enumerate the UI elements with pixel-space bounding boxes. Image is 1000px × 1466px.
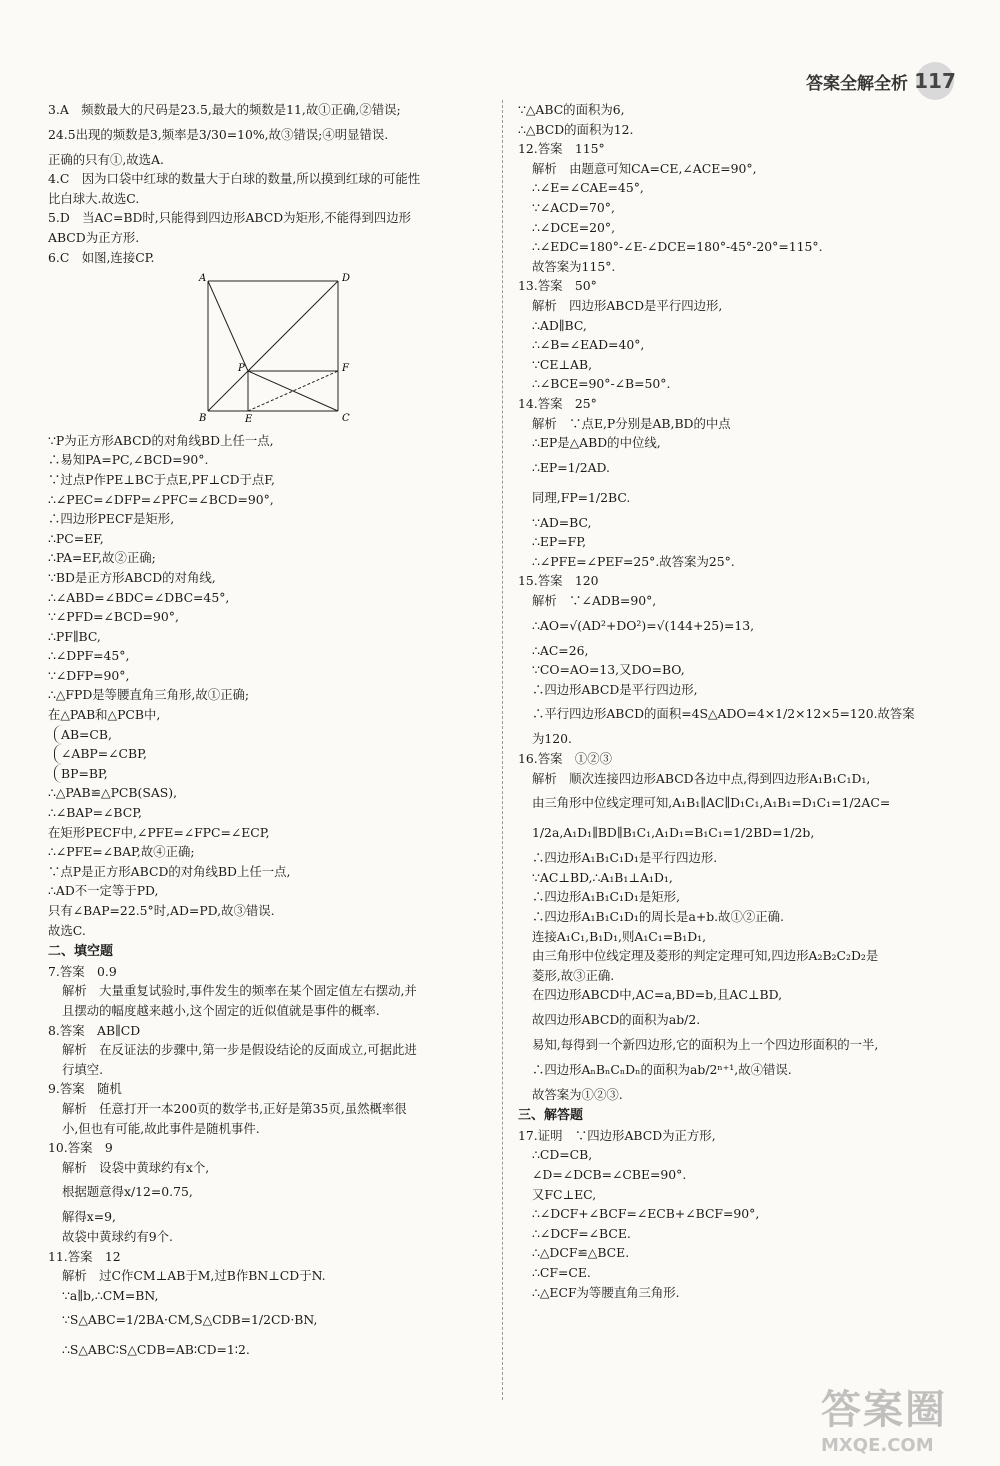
text-line: ∴∠DCF+∠BCF=∠ECB+∠BCF=90°, (532, 1206, 760, 1222)
text-line: 4.C 因为口袋中红球的数量大于白球的数量,所以摸到红球的可能性 (48, 171, 421, 187)
text-line: 故答案为115°. (532, 258, 616, 274)
text-line: 且摆动的幅度越来越小,这个固定的近似值就是事件的概率. (62, 1002, 380, 1018)
text-line: ∴∠B=∠EAD=40°, (532, 337, 645, 353)
left-column (48, 100, 492, 1365)
point-label-a: A (199, 273, 207, 285)
point-label-f: F (342, 363, 349, 375)
text-line: ∴四边形ABCD是平行四边形, (532, 681, 698, 697)
text-line: 3.A 频数最大的尺码是23.5,最大的频数是11,故①正确,②错误; (48, 102, 401, 117)
text-line: ∴△PAB≌△PCB(SAS), (48, 785, 178, 801)
text-line: ∴四边形AₙBₙCₙDₙ的面积为ab/2ⁿ⁺¹,故④错误. (532, 1061, 792, 1077)
text-line: ∵∠PFD=∠BCD=90°, (48, 609, 179, 625)
text-line: ∵△ABC的面积为6, (518, 102, 625, 117)
page-header (806, 62, 954, 100)
text-line: 二、填空题 (48, 944, 114, 960)
text-line: 解析 在反证法的步骤中,第一步是假设结论的反面成立,可据此进 (62, 1042, 417, 1058)
square-diagram (198, 273, 351, 426)
text-line: ∴EP是△ABD的中位线, (532, 435, 661, 451)
text-line: 在四边形ABCD中,AC=a,BD=b,且AC⊥BD, (532, 987, 783, 1003)
text-line: 6.C 如图,连接CP. (48, 249, 155, 265)
text-line: ∴∠DCE=20°, (532, 219, 616, 235)
text-line: 又FC⊥EC, (532, 1186, 597, 1202)
text-line: 解析 ∵∠ADB=90°, (532, 593, 657, 609)
text-line: 根据题意得x/12=0.75, (62, 1184, 193, 1200)
text-line: ∴EP=1/2AD. (532, 459, 610, 475)
text-line: 解析 设袋中黄球约有x个, (62, 1159, 210, 1175)
point-label-p: P (238, 363, 245, 375)
text-line: ∴∠ABD=∠BDC=∠DBC=45°, (48, 589, 230, 605)
right-column (518, 100, 966, 1302)
text-line: 解析 由题意可知CA=CE,∠ACE=90°, (532, 160, 757, 176)
text-line: ∴PF∥BC, (48, 628, 101, 644)
text-line: 故袋中黄球约有9个. (62, 1228, 173, 1244)
text-line: 解析 任意打开一本200页的数学书,正好是第35页,虽然概率很 (62, 1100, 407, 1116)
text-line: ∴∠EDC=180°-∠E-∠DCE=180°-45°-20°=115°. (532, 239, 823, 255)
text-line: ∴AD∥BC, (532, 317, 587, 333)
text-line: AB=CB, (54, 725, 492, 745)
text-line: ∴∠PFE=∠PEF=25°.故答案为25°. (532, 553, 735, 569)
text-line: ∴S△ABC∶S△CDB=AB∶CD=1∶2. (62, 1342, 250, 1358)
text-line: 11.答案 12 (48, 1248, 121, 1264)
segment-pc (248, 371, 338, 411)
text-line: ∴平行四边形ABCD的面积=4S△ADO=4×1/2×12×5=120.故答案 (532, 706, 915, 722)
text-line: ∵a∥b,∴CM=BN, (62, 1287, 159, 1303)
text-line: ∴∠PFE=∠BAP,故④正确; (48, 844, 195, 860)
text-line: ∴AC=26, (532, 642, 589, 658)
text-line: 12.答案 115° (518, 141, 605, 157)
watermark-text: 答案圈 (821, 1387, 947, 1433)
text-line: 由三角形中位线定理及菱形的判定定理可知,四边形A₂B₂C₂D₂是 (532, 948, 879, 964)
text-line: ∴∠E=∠CAE=45°, (532, 180, 644, 196)
text-line: ∴△BCD的面积为12. (518, 121, 634, 137)
point-label-c: C (342, 413, 350, 425)
text-line: ∴△DCF≌△BCE. (532, 1245, 630, 1261)
text-line: 菱形,故③正确. (532, 967, 615, 983)
text-line: ∴AO=√(AD²+DO²)=√(144+25)=13, (532, 617, 755, 633)
text-line: ∴∠PEC=∠DFP=∠PFC=∠BCD=90°, (48, 491, 274, 507)
text-line: ∴∠DPF=45°, (48, 648, 130, 664)
text-line: 15.答案 120 (518, 573, 599, 589)
text-line: ∵AC⊥BD,∴A₁B₁⊥A₁D₁, (532, 869, 673, 885)
text-line: ∴PA=EF,故②正确; (48, 550, 156, 566)
text-line: ∵点P是正方形ABCD的对角线BD上任一点, (48, 863, 291, 879)
point-label-e: E (245, 414, 253, 426)
text-line: 5.D 当AC=BD时,只能得到四边形ABCD为矩形,不能得到四边形 (48, 210, 411, 226)
text-line: 三、解答题 (518, 1108, 584, 1124)
header-title: 答案全解全析 (806, 73, 908, 94)
text-line: ABCD为正方形. (48, 229, 140, 245)
text-line: 10.答案 9 (48, 1140, 113, 1156)
text-line: 9.答案 随机 (48, 1081, 122, 1097)
text-line: ∴CF=CE. (532, 1264, 591, 1280)
text-line: 易知,每得到一个新四边形,它的面积为上一个四边形面积的一半, (532, 1036, 879, 1052)
text-line: ∠ABP=∠CBP, (54, 744, 492, 764)
text-line: 在△PAB和△PCB中, (48, 707, 161, 723)
text-line: 为120. (532, 731, 572, 747)
segment-ap (208, 281, 248, 371)
text-line: ∴∠BAP=∠BCP, (48, 805, 142, 821)
text-line: ∵S△ABC=1/2BA·CM,S△CDB=1/2CD·BN, (62, 1312, 318, 1328)
text-line: ∴易知PA=PC,∠BCD=90°. (48, 452, 209, 468)
text-line: ∵∠ACD=70°, (532, 199, 615, 215)
text-line: 16.答案 ①②③ (518, 751, 613, 767)
text-line: 解析 顺次连接四边形ABCD各边中点,得到四边形A₁B₁C₁D₁, (532, 770, 871, 786)
text-line: 行填空. (62, 1061, 104, 1077)
text-line: 解析 大量重复试验时,事件发生的频率在某个固定值左右摆动,并 (62, 983, 417, 999)
text-line: ∴PC=EF, (48, 530, 104, 546)
text-line: ∴四边形A₁B₁C₁D₁的周长是a+b.故①②正确. (532, 909, 784, 924)
watermark-logo (821, 1378, 986, 1458)
text-line: ∵CE⊥AB, (532, 356, 593, 372)
text-line: 24.5出现的频数是3,频率是3/30=10%,故③错误;④明显错误. (48, 126, 389, 142)
text-line: ∴四边形A₁B₁C₁D₁是矩形, (532, 889, 681, 905)
text-line: ∴∠DCF=∠BCE. (532, 1225, 631, 1241)
text-line: 解析 四边形ABCD是平行四边形, (532, 297, 723, 313)
point-label-b: B (199, 413, 207, 425)
text-line: ∵BD是正方形ABCD的对角线, (48, 569, 216, 585)
text-line: ∴∠BCE=90°-∠B=50°. (532, 376, 671, 392)
text-line: 8.答案 AB∥CD (48, 1022, 141, 1038)
text-line: 在矩形PECF中,∠PFE=∠FPC=∠ECP, (48, 824, 270, 840)
text-line: 正确的只有①,故选A. (48, 151, 164, 167)
text-line: 解析 ∵点E,P分别是AB,BD的中点 (532, 415, 731, 431)
text-line: ∴△ECF为等腰直角三角形. (532, 1284, 680, 1300)
text-line: 1/2a,A₁D₁∥BD∥B₁C₁,A₁D₁=B₁C₁=1/2BD=1/2b, (532, 825, 815, 841)
point-label-d: D (342, 273, 351, 285)
text-line: 解析 过C作CM⊥AB于M,过B作BN⊥CD于N. (62, 1268, 326, 1284)
text-line: ∵过点P作PE⊥BC于点E,PF⊥CD于点F, (48, 471, 275, 487)
text-line: 17.证明 ∵四边形ABCD为正方形, (518, 1127, 716, 1143)
text-line: ∵AD=BC, (532, 514, 592, 530)
text-line: ∠D=∠DCB=∠CBE=90°. (532, 1166, 687, 1182)
text-line: 由三角形中位线定理可知,A₁B₁∥AC∥D₁C₁,A₁B₁=D₁C₁=1/2AC= (532, 795, 891, 811)
text-line: 连接A₁C₁,B₁D₁,则A₁C₁=B₁D₁, (532, 928, 707, 944)
text-line: 故答案为①②③. (532, 1086, 623, 1102)
text-line: ∴AD不一定等于PD, (48, 883, 159, 899)
text-line: ∵∠DFP=90°, (48, 667, 130, 683)
text-line: 只有∠BAP=22.5°时,AD=PD,故③错误. (48, 903, 275, 918)
text-line: 同理,FP=1/2BC. (532, 489, 631, 505)
column-divider (502, 100, 503, 1400)
text-line: ∴△FPD是等腰直角三角形,故①正确; (48, 687, 250, 703)
watermark-url: MXQE.COM (821, 1435, 934, 1456)
text-line: BP=BP, (54, 764, 492, 784)
text-line: ∴EP=FP, (532, 534, 587, 550)
page-number: 117 (916, 62, 954, 100)
text-line: 故四边形ABCD的面积为ab/2. (532, 1011, 701, 1027)
text-line: 14.答案 25° (518, 395, 597, 411)
text-line: 故选C. (48, 922, 86, 938)
text-line: ∴四边形A₁B₁C₁D₁是平行四边形. (532, 850, 718, 866)
diagonal-bd (208, 281, 338, 411)
text-line: ∵P为正方形ABCD的对角线BD上任一点, (48, 432, 274, 448)
text-line: 7.答案 0.9 (48, 963, 117, 979)
text-line: ∵CO=AO=13,又DO=BO, (532, 662, 685, 678)
text-line: 小,但也有可能,故此事件是随机事件. (62, 1120, 260, 1136)
text-line: 13.答案 50° (518, 278, 597, 294)
text-line: 解得x=9, (62, 1209, 116, 1225)
text-line: ∴四边形PECF是矩形, (48, 511, 175, 527)
text-line: ∴CD=CB, (532, 1147, 593, 1163)
text-line: 比白球大.故选C. (48, 190, 140, 206)
